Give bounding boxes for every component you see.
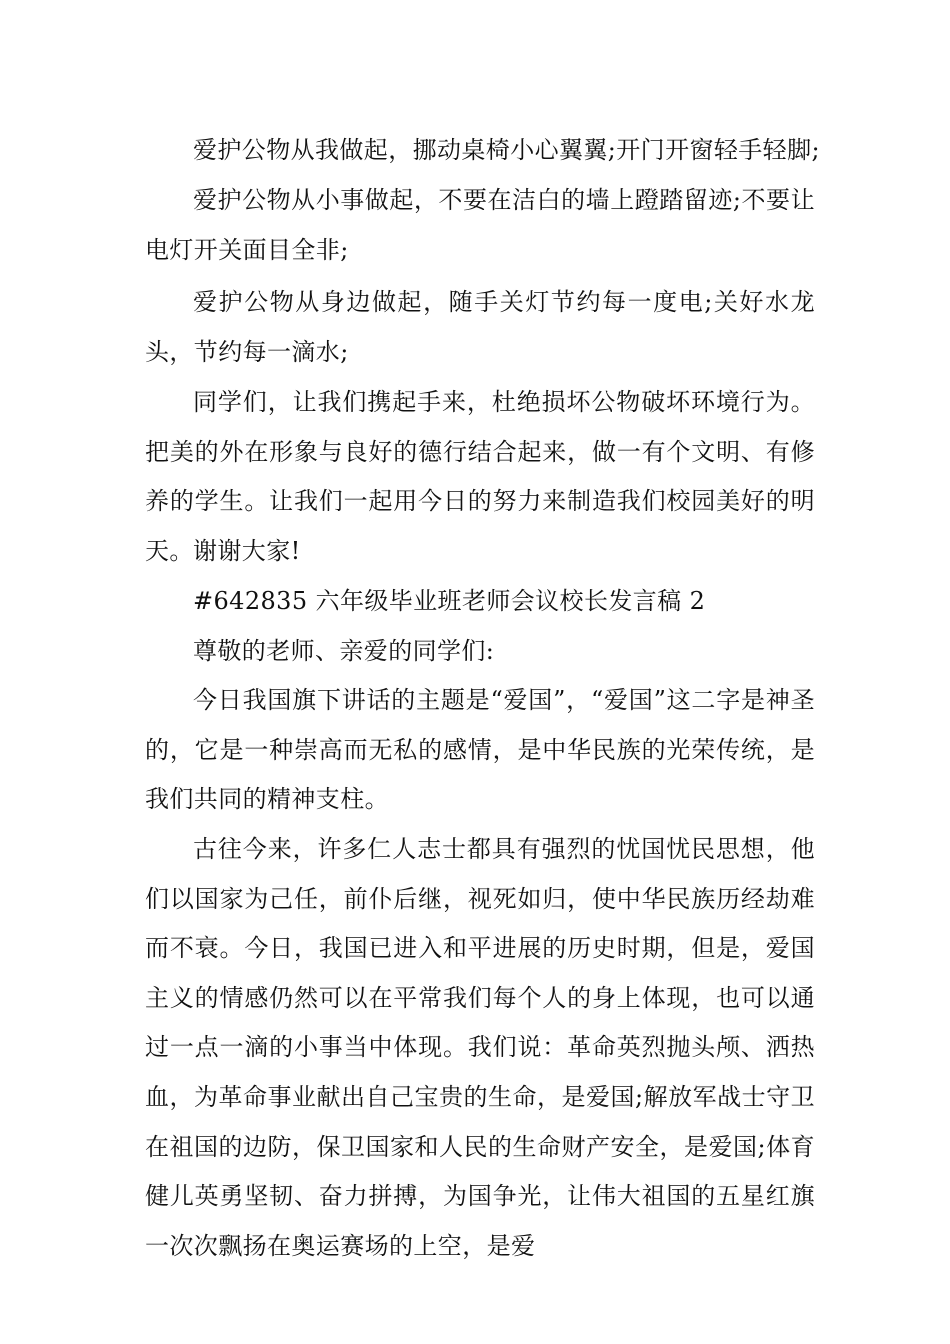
- paragraph-patriotism-theme: 今日我国旗下讲话的主题是“爱国”，“爱国”这二字是神圣的，它是一种崇高而无私的感情，是中华民族的光荣传统，是我们共同的精神支柱。: [145, 686, 815, 814]
- section-heading: #642835 六年级毕业班老师会议校长发言稿 2: [193, 587, 706, 615]
- paragraph-classmates-appeal: 同学们，让我们携起手来，杜绝损坏公物破坏环境行为。把美的外在形象与良好的德行结合起来，做一有个文明、有修养的学生。让我们一起用今日的努力来制造我们校园美好的明天。: [145, 388, 815, 565]
- paragraph-thanks: 谢谢大家!: [193, 537, 301, 565]
- paragraph-protect-small-things: 爱护公物从小事做起，不要在洁白的墙上蹬踏留迹;不要让电灯开关面目全非;: [145, 186, 815, 264]
- paragraph-protect-around-us: 爱护公物从身边做起，随手关灯节约每一度电;关好水龙头，节约每一滴水;: [145, 288, 815, 366]
- paragraph-greeting: 尊敬的老师、亲爱的同学们:: [193, 637, 495, 665]
- paragraph-patriotism-history: 古往今来，许多仁人志士都具有强烈的忧国忧民思想，他们以国家为己任，前仆后继，视死如归，使中华民族历经劫难而不衰。今日，我国已进入和平进展的历史时期，但是，爱国主义的情感仍然可以在平常我们每个人的身上体现，也可以通过一点一滴的小事当中体现。我们说：革命英烈抛头颅、洒热血，为革命事业献出自己宝贵的生命，是爱国;解放军战士守卫在祖国的边防，保卫国家和人民的生命财产安全，是爱国;体育健儿英勇坚韧、奋力拼搏，为国争光，让伟大祖国的五星红旗一次次飘扬在奥运赛场的上空，是爱: [145, 835, 815, 1260]
- paragraph-protect-from-me: 爱护公物从我做起，挪动桌椅小心翼翼;开门开窗轻手轻脚;: [193, 136, 820, 164]
